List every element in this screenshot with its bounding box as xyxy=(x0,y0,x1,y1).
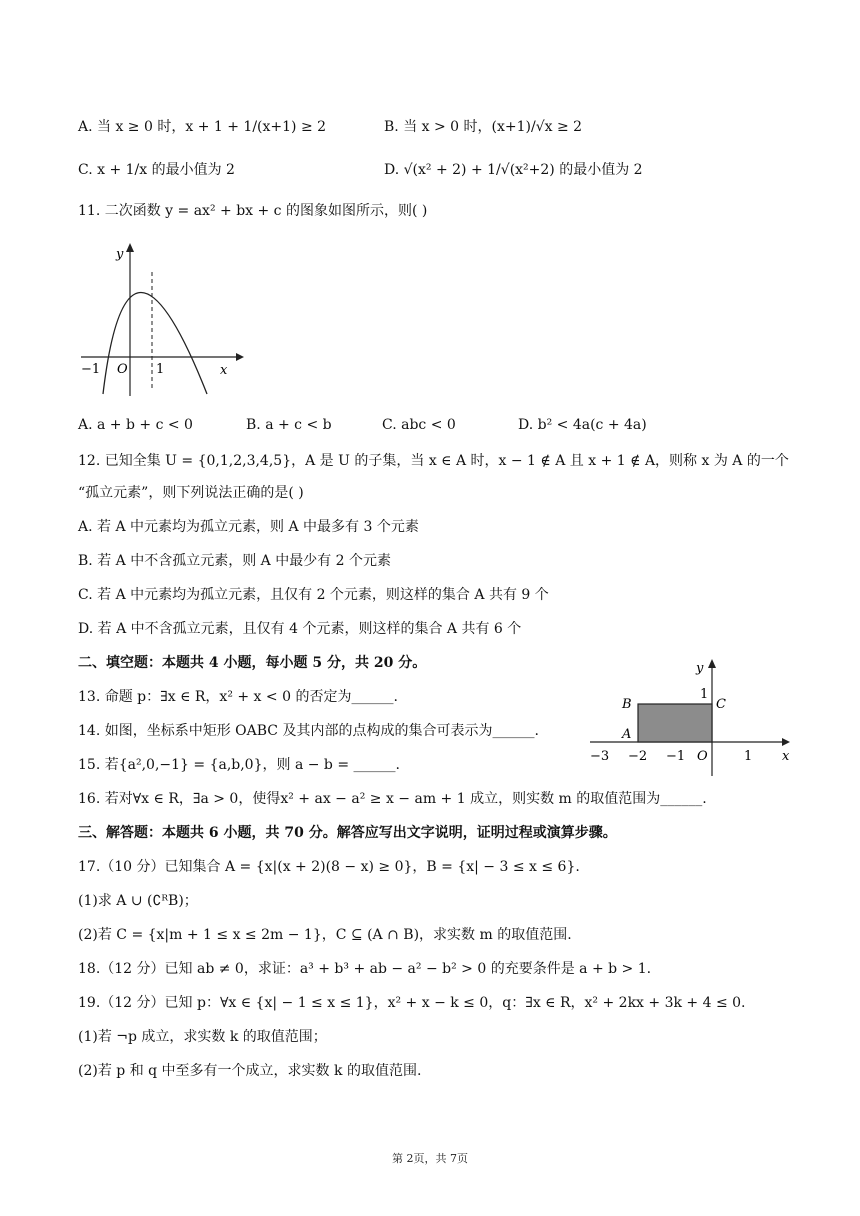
q12-option-b: B. 若 A 中不含孤立元素，则 A 中最少有 2 个元素 xyxy=(78,553,392,569)
y-axis-label: y xyxy=(696,661,704,676)
q12-option-d: D. 若 A 中不含孤立元素，且仅有 4 个元素，则这样的集合 A 共有 6 个 xyxy=(78,621,522,637)
parabola-curve xyxy=(103,293,207,395)
x-axis-arrow xyxy=(236,353,244,361)
q12-option-a: A. 若 A 中元素均为孤立元素，则 A 中最多有 3 个元素 xyxy=(78,519,419,535)
label-C: C xyxy=(716,697,726,712)
page-footer: 第 2页，共 7页 xyxy=(392,1152,468,1165)
y-axis-arrow xyxy=(126,243,134,252)
q12-stem-line1: 12. 已知全集 U = {0,1,2,3,4,5}，A 是 U 的子集，当 x ∈ A 时，x − 1 ∉ A 且 x + 1 ∉ A，则称 x 为 A 的一个 xyxy=(78,453,789,469)
tick-neg1: −1 xyxy=(81,362,101,377)
q17-stem: 17.（10 分）已知集合 A = {x|(x + 2)(8 − x) ≥ 0}，B = {x| − 3 ≤ x ≤ 6}. xyxy=(78,859,580,875)
tick-1: 1 xyxy=(156,362,165,377)
x-axis-label: x xyxy=(220,363,228,378)
tick-neg1: −1 xyxy=(666,749,686,764)
section2-header: 二、填空题：本题共 4 小题，每小题 5 分，共 20 分。 xyxy=(78,655,427,671)
origin-label: O xyxy=(697,749,708,764)
q12-option-c: C. 若 A 中元素均为孤立元素，且仅有 2 个元素，则这样的集合 A 共有 9 个 xyxy=(78,587,549,603)
q15: 15. 若{a²,0,−1} = {a,b,0}，则 a − b = ______. xyxy=(78,757,400,773)
q11-option-c: C. abc < 0 xyxy=(382,417,456,433)
q13: 13. 命题 p：∃x ∈ R，x² + x < 0 的否定为______. xyxy=(78,689,398,705)
q19-part1: (1)若 ¬p 成立，求实数 k 的取值范围； xyxy=(78,1029,327,1045)
tick-neg2: −2 xyxy=(628,749,648,764)
origin-label: O xyxy=(117,362,128,377)
q17-part2: (2)若 C = {x|m + 1 ≤ x ≤ 2m − 1}，C ⊆ (A ∩ B)，求实数 m 的取值范围. xyxy=(78,927,572,943)
q10-option-c: C. x + 1/x 的最小值为 2 xyxy=(78,162,235,178)
q19-part2: (2)若 p 和 q 中至多有一个成立，求实数 k 的取值范围. xyxy=(78,1063,422,1079)
label-A: A xyxy=(622,727,632,742)
q11-option-d: D. b² < 4a(c + 4a) xyxy=(518,417,647,433)
q11-stem: 11. 二次函数 y = ax² + bx + c 的图象如图所示，则( ) xyxy=(78,203,428,219)
q12-stem-line2: “孤立元素”，则下列说法正确的是( ) xyxy=(78,485,304,501)
y-axis-label: y xyxy=(116,247,124,262)
q11-option-b: B. a + c < b xyxy=(246,417,332,433)
x-axis-label: x xyxy=(782,749,790,764)
q18: 18.（12 分）已知 ab ≠ 0，求证：a³ + b³ + ab − a² − b² > 0 的充要条件是 a + b > 1. xyxy=(78,961,652,977)
tick-neg3: −3 xyxy=(590,749,610,764)
q10-option-d: D. √(x² + 2) + 1/√(x²+2) 的最小值为 2 xyxy=(384,162,643,178)
q11-option-a: A. a + b + c < 0 xyxy=(78,417,193,433)
q19-stem: 19.（12 分）已知 p：∀x ∈ {x| − 1 ≤ x ≤ 1}，x² + x − k ≤ 0，q：∃x ∈ R，x² + 2kx + 3k + 4 ≤ 0. xyxy=(78,995,746,1011)
q16: 16. 若对∀x ∈ R，∃a > 0，使得x² + ax − a² ≥ x − am + 1 成立，则实数 m 的取值范围为______. xyxy=(78,791,707,807)
label-B: B xyxy=(622,697,632,712)
parabola-figure xyxy=(76,236,246,398)
q10-option-b: B. 当 x > 0 时，(x+1)/√x ≥ 2 xyxy=(384,119,583,135)
q10-option-a: A. 当 x ≥ 0 时，x + 1 + 1/(x+1) ≥ 2 xyxy=(78,119,327,135)
x-axis-arrow xyxy=(782,738,790,746)
section3-header: 三、解答题：本题共 6 小题，共 70 分。解答应写出文字说明，证明过程或演算步骤。 xyxy=(78,825,617,841)
shaded-rectangle xyxy=(638,704,712,742)
q17-part1: (1)求 A ∪ (∁ᴿB)； xyxy=(78,893,198,909)
tick-1: 1 xyxy=(744,749,753,764)
label-1-y: 1 xyxy=(700,687,709,702)
y-axis-arrow xyxy=(708,659,716,668)
q14: 14. 如图，坐标系中矩形 OABC 及其内部的点构成的集合可表示为______. xyxy=(78,723,539,739)
rectangle-figure xyxy=(586,652,796,776)
